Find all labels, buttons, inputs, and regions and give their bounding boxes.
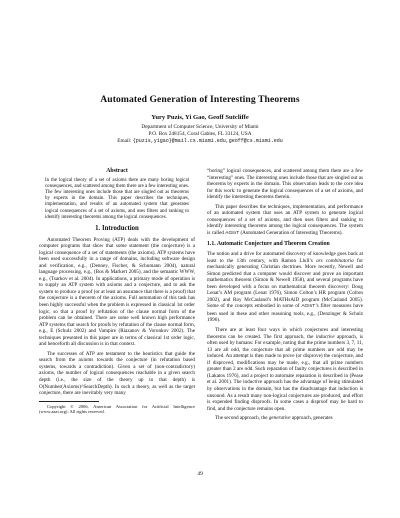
p4-text-a: There are at least four ways in which conjectures and interesting theorems can be created. The first approach, the [207, 327, 363, 340]
system-name-2: AGInT [301, 304, 316, 310]
footnote-rule [39, 401, 99, 402]
right-paragraph-1: “boring” logical consequences, and scattered among them there are a few “interesting” ones. The interesting ones include those that are singled out as theorems by experts in the domain. This observation leads to the core idea for this work: to generate the logical consequences of a set of axioms, and identify the interesting theorems therein. [207, 168, 363, 201]
paper-authors: Yury Puzis, Yi Gao, Geoff Sutcliffe [151, 114, 249, 121]
intro-paragraph-1: Automated Theorem Proving (ATP) deals with the development of computer programs that show that some statement (the conjecture) is a logical consequence of a set of statements (the axioms). ATP systems have been used successfully in a range of domains, including software design and verification, e.g., (Denney, Fischer, & Schumann 2004), natural language processing, e.g., (Bos & Markert 2005), and the semantic WWW, e.g., (Tsarkov et al. 2004). In applications, a primary mode of operation is to supply an ATP system with axioms and a conjecture, and to ask the system to produce a proof (or at least an assurance that there is a proof) that the conjecture is a theorem of the axioms. Full automation of this task has been highly successful when the problem is expressed in classical 1st order logic, so that a proof by refutation of the clause normal form of the problem can be obtained. There are some well known high performance ATP systems that search for proofs by refutation of the clause normal form, e.g., E (Schulz 2002) and Vampire (Riazanov & Voronkov 2002). The techniques presented in this paper are in terms of classical 1st order logic, and henceforth all discussion is in that context. [39, 236, 195, 348]
affiliation-dept: Department of Computer Science, University of Miami [141, 124, 259, 130]
p3-text-a: The notion and a drive for automated discovery of knowledge goes back at least to the 13th century, with Ramon Llull’s [207, 251, 363, 264]
right-paragraph-5 [207, 415, 363, 422]
p4-italic: inductive [315, 333, 335, 340]
affiliation-email-line [0, 138, 400, 145]
right-paragraph-3 [207, 251, 363, 324]
p2-text-a: This paper describes the techniques, implementation, and performance of an automated system that uses an ATP system to generate logical consequences of a set of axioms, and then uses filters and ranking to identify interesting theorems among the logical consequences. The system is called [207, 203, 363, 236]
right-paragraph-2 [207, 204, 363, 238]
p5-text-b: approach, generates [290, 415, 333, 422]
right-paragraph-4 [207, 327, 363, 412]
subsection-heading: 1.1. Automatic Conjecture and Theorem Creation [207, 241, 330, 248]
affiliation-address: P.O. Box 248154, Coral Gables, FL 33124, USA [148, 130, 252, 137]
p2-text-b: (Automated Generation of Interesting Theorems). [239, 229, 343, 236]
p3-text-b: for mechanically generating Christian doctrines. More recently, Newell and Simon predicted that a computer would discover and prove an important mathematics theorem (Simon & Newell 1958), and several programs have been developed with a focus on mathematical theorem discovery: Doug Lenat’s AM program (Lenat 1976), Simon Colton’s HR program (Colton 2002), and Roy McCasland’s MATHsAiD program (McCasland 2005). Some of the concepts embodied in some of [207, 257, 364, 310]
copyright-footnote: Copyright © 2006, American Association for Artificial Intelligence (www.aaai.org). All rights reserved. [39, 403, 195, 415]
email-label: Email: [117, 137, 132, 144]
page-number: 49 [197, 471, 203, 477]
abstract-heading: Abstract [106, 168, 128, 174]
p5-italic: generative [268, 415, 291, 422]
right-column [207, 168, 363, 425]
author-affiliation [0, 124, 400, 145]
abstract-text: In the logical theory of a set of axioms there are many boring logical consequences, and scattered among them there are a few interesting ones. The few interesting ones include those that are singled out as theorems by experts in the domain. This paper describes the techniques, implementation, and results of an automated system that generates logical consequences of a set of axioms, and uses filters and ranking to identify interesting theorems among the logical consequences. [45, 177, 189, 220]
left-column [39, 168, 195, 418]
intro-paragraph-2: The successes of ATP are testament to the heuristics that guide the search from the axioms towards the conjecture (in refutation based systems, towards a contradiction). Given a set of (non-contradictory) axioms, the number of logical consequences reachable in a given search depth (i.e., the size of the theory up to that depth) is O(Number(Axioms)^SearchDepth). In such a theory, as well as the target conjecture, there are inevitably very many [39, 350, 195, 397]
email-address: {puzis,yigao}@mail.cs.miami.edu,geoff@cs.miami.edu [132, 137, 283, 144]
p3-italic: ars combinatoria [316, 257, 354, 264]
section-heading-introduction: 1. Introduction [95, 224, 139, 232]
system-name: AGInT [225, 230, 240, 236]
abstract [39, 178, 195, 221]
p4-text-b: approach, is often used by humans: For example, noting that the prime numbers 3, 7, 11, 13 are all odd, the conjecture that all prime numbers are odd may be induced. An attempt is then made to prove (or disprove) the conjecture, and if disproved, modifications may be made, e.g., that all prime numbers greater than 2 are odd. Such reparation of faulty conjectures is described in (Lakatos 1976), and a project to automate reparation is described in (Pease et al. 2001). The inductive approach has the advantage of being stimulated by observations in the domain, but has the disadvantage that induction is unsound. As a result many non-logical conjectures are produced, and effort is expended finding disproofs. In some cases a disproof may be hard to find, and the conjecture remains open. [207, 333, 363, 412]
paper-title: Automated Generation of Interesting Theorems [100, 94, 300, 105]
p5-text-a: The second approach, the [215, 415, 269, 422]
p3-text-c: ’s filter measures have been used in these and other reasoning tools, e.g., (Denzinger & Schulz 1996). [207, 303, 363, 324]
